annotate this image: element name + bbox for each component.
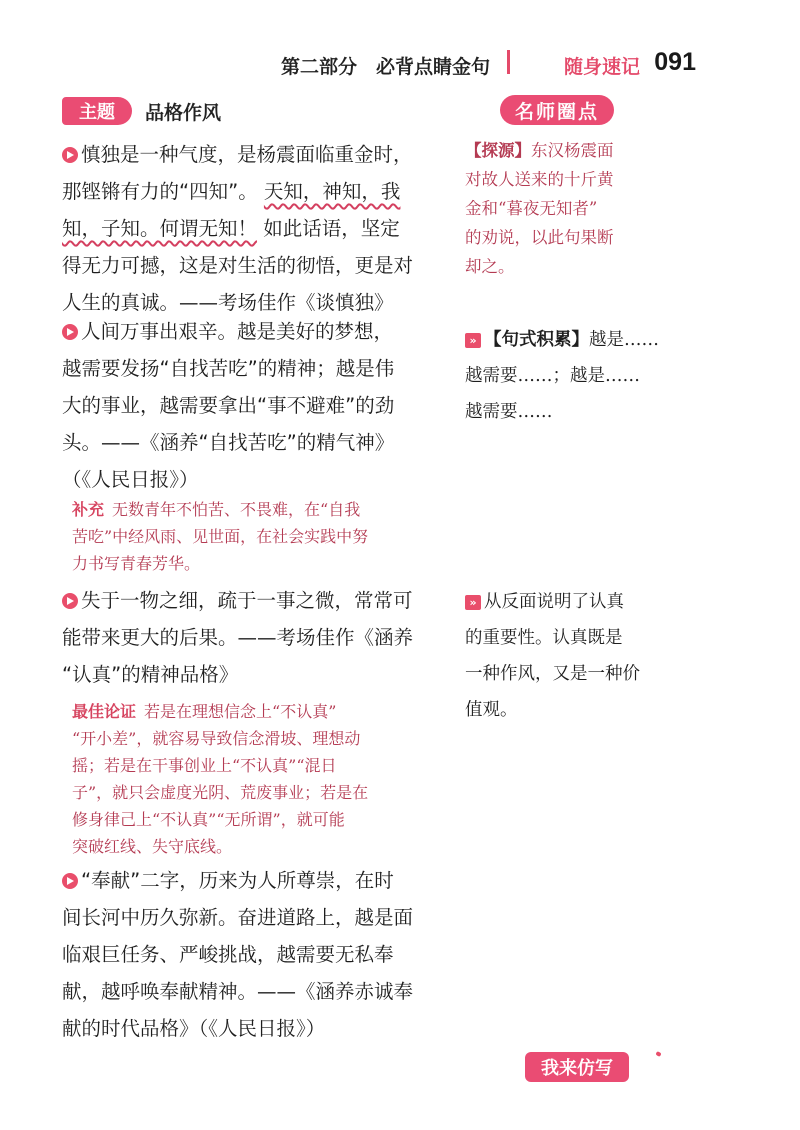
- page-header: [0, 48, 800, 88]
- imitate-writing-button[interactable]: 我来仿写: [525, 1052, 629, 1082]
- section-title: 第二部分 必背点睛金句: [280, 56, 490, 78]
- header-tag: 随身速记: [563, 56, 640, 78]
- source-label: 【探源】: [465, 141, 531, 160]
- play-bullet-icon: [62, 324, 78, 340]
- entry-4: “奉献”二字，历来为人所尊崇，在时 间长河中历久弥新。奋进道路上，越是面 临艰巨任务、严峻挑战，越需要无私奉 献，越呼唤奉献精神。——《涵养赤诚奉 献的时代品格》（《人民日报》）: [62, 869, 414, 1040]
- note-label: 补充: [72, 500, 105, 519]
- play-bullet-icon: [62, 873, 78, 889]
- supplement-note: 补充 无数青年不怕苦、不畏难，在“自我 苦吃”中经风雨、见世面，在社会实践中努 力书写青春芳华。: [72, 500, 369, 573]
- entry-1: 慎独是一种气度，是杨震面临重金时， 那铿锵有力的“四知”。 天知，神知，我 知，子知。何谓无知！ 如此话语，坚定 得无力可撼，这是对生活的彻悟，更是对 人生的真诚。——考场佳作《谈慎独》: [62, 143, 414, 314]
- entry-2: 人间万事出艰辛。越是美好的梦想， 越需要发扬“自找苦吃”的精神；越是伟 大的事业，越需要拿出“事不避难”的劲 头。——《涵养“自找苦吃”的精气神》 （《人民日报》）: [62, 320, 395, 491]
- highlight-quote: 知，子知。何谓无知！: [62, 217, 258, 240]
- comment-note: » 从反面说明了认真 的重要性。认真既是 一种作风，又是一种价 值观。: [465, 592, 640, 720]
- play-bullet-icon: [62, 147, 78, 163]
- teacher-notes-badge: 名师圈点: [500, 95, 614, 125]
- header-separator: [507, 50, 510, 74]
- source-note: 【探源】东汉杨震面 对故人送来的十斤黄 金和“暮夜无知者” 的劝说，以此句果断 却之。: [465, 141, 614, 276]
- highlight-quote: 天知，神知，我: [263, 180, 401, 203]
- best-argument-note: 最佳论证 若是在理想信念上“不认真” “开小差”，就容易导致信念滑坡、理想动 摇；若是在干事创业上“不认真”“混日 子”，就只会虚度光阴、荒废事业；若是在 修身律己上“不认真”“无所谓”，就可能 突破红线、失守底线。: [72, 702, 369, 856]
- note-label: 最佳论证: [72, 702, 137, 721]
- play-bullet-icon: [62, 593, 78, 609]
- topic-title: 品格作风: [145, 102, 222, 124]
- entry-3: 失于一物之细，疏于一事之微，常常可 能带来更大的后果。——考场佳作《涵养 “认真”的精神品格》: [62, 589, 414, 686]
- sentence-pattern-note: » 【句式积累】越是…… 越需要……；越是…… 越需要……: [465, 330, 659, 422]
- decorative-dot: [655, 1051, 661, 1057]
- double-chevron-icon: »: [465, 595, 481, 610]
- topic-badge: 主题: [62, 97, 132, 125]
- double-chevron-icon: »: [465, 333, 481, 348]
- pattern-label: 【句式积累】: [484, 330, 589, 350]
- page-number: 091: [654, 48, 696, 76]
